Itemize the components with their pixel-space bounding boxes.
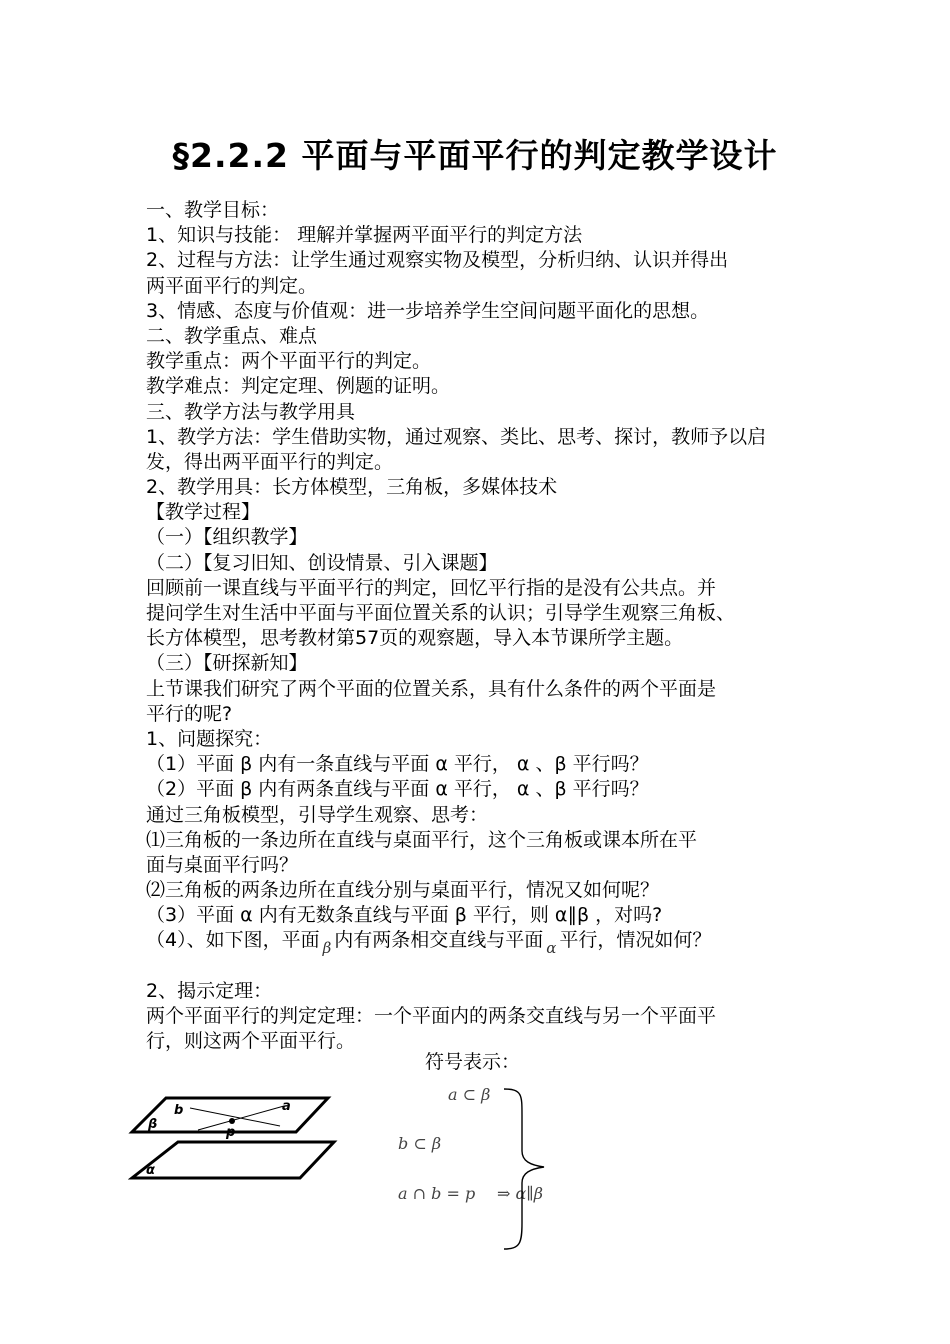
alpha-symbol: α (546, 939, 557, 958)
right-brace-icon (500, 1085, 550, 1255)
text-line: 教学重点：两个平面平行的判定。 (146, 350, 432, 373)
text-line: （3）平面 α 内有无数条直线与平面 β 平行，则 α∥β ，对吗? (146, 904, 663, 927)
text-line: 上节课我们研究了两个平面的位置关系，具有什么条件的两个平面是 (146, 677, 717, 700)
text-line: 提问学生对生活中平面与平面位置关系的认识；引导学生观察三角板、 (146, 602, 736, 624)
text-line: 三、教学方法与教学用具 (146, 400, 356, 423)
question-4-text: 内有两条相交直线与平面 (334, 929, 544, 952)
text-line: ⑵三角板的两条边所在直线分别与桌面平行，情况又如何呢？ (146, 879, 660, 902)
text-line: 长方体模型，思考教材第57页的观察题，导入本节课所学主题。 (146, 627, 684, 650)
text-line: 【教学过程】 (146, 501, 261, 524)
point-p (229, 1118, 235, 1124)
symbol-label: 符号表示： (425, 1051, 521, 1073)
text-line: 一、教学目标： (146, 199, 280, 221)
line-a (198, 1106, 284, 1130)
text-line: （2）平面 β 内有两条直线与平面 α 平行， α 、β 平行吗？ (146, 778, 649, 801)
text-line: （三）【研探新知】 (146, 652, 308, 675)
page-title: §2.2.2 平面与平面平行的判定教学设计 (172, 136, 778, 175)
text-line: 回顾前一课直线与平面平行的判定，回忆平行指的是没有公共点。并 (146, 576, 717, 599)
text-line: 2、揭示定理： (146, 979, 273, 1002)
text-line: 3、情感、态度与价值观：进一步培养学生空间问题平面化的思想。 (146, 299, 710, 322)
label-b: b (174, 1103, 184, 1118)
text-line: 面与桌面平行吗？ (146, 853, 299, 876)
math-a-cap-b: a ∩ b = p (398, 1184, 476, 1203)
math-b-subset-beta: b ⊂ β (398, 1134, 442, 1153)
label-alpha: α (146, 1163, 155, 1178)
text-line: 教学难点：判定定理、例题的证明。 (146, 375, 451, 398)
text-line: 两个平面平行的判定定理：一个平面内的两条交直线与另一个平面平 (146, 1005, 717, 1027)
label-p: p (226, 1125, 236, 1140)
text-line: 2、教学用具：长方体模型，三角板，多媒体技术 (146, 476, 558, 499)
text-line: 两平面平行的判定。 (146, 274, 318, 297)
math-implies-parallel: ⇒ α∥β (497, 1184, 543, 1203)
text-line: 1、问题探究： (146, 727, 273, 750)
question-4-text: 平行，情况如何？ (559, 929, 712, 952)
text-line: 行，则这两个平面平行。 (146, 1030, 356, 1053)
text-line: 1、知识与技能： 理解并掌握两平面平行的判定方法 (146, 224, 583, 247)
text-line: 2、过程与方法：让学生通过观察实物及模型，分析归纳、认识并得出 (146, 249, 729, 272)
text-line: 1、教学方法：学生借助实物，通过观察、类比、思考、探讨，教师予以启 (146, 425, 767, 448)
blank-line (146, 954, 836, 979)
plane-alpha-shape (132, 1142, 334, 1178)
label-a: a (282, 1099, 291, 1114)
text-line: 二、教学重点、难点 (146, 324, 318, 347)
beta-symbol: β (322, 939, 332, 958)
question-4-text: （4）、如下图，平面 (146, 929, 320, 952)
text-line: 发，得出两平面平行的判定。 (146, 450, 394, 473)
document-body (146, 198, 836, 1054)
label-beta: β (148, 1117, 158, 1132)
math-a-subset-beta: a ⊂ β (448, 1085, 491, 1104)
text-line: ⑴三角板的一条边所在直线与桌面平行，这个三角板或课本所在平 (146, 828, 698, 851)
text-line: 通过三角板模型，引导学生观察、思考： (146, 803, 489, 826)
text-line: （二）【复习旧知、创设情景、引入课题】 (146, 551, 498, 574)
text-line: （1）平面 β 内有一条直线与平面 α 平行， α 、β 平行吗？ (146, 753, 649, 776)
text-line: 平行的呢? (146, 702, 233, 725)
text-line: （一）【组织教学】 (146, 526, 308, 549)
question-4-line (146, 928, 836, 958)
parallel-planes-figure (128, 1090, 338, 1190)
